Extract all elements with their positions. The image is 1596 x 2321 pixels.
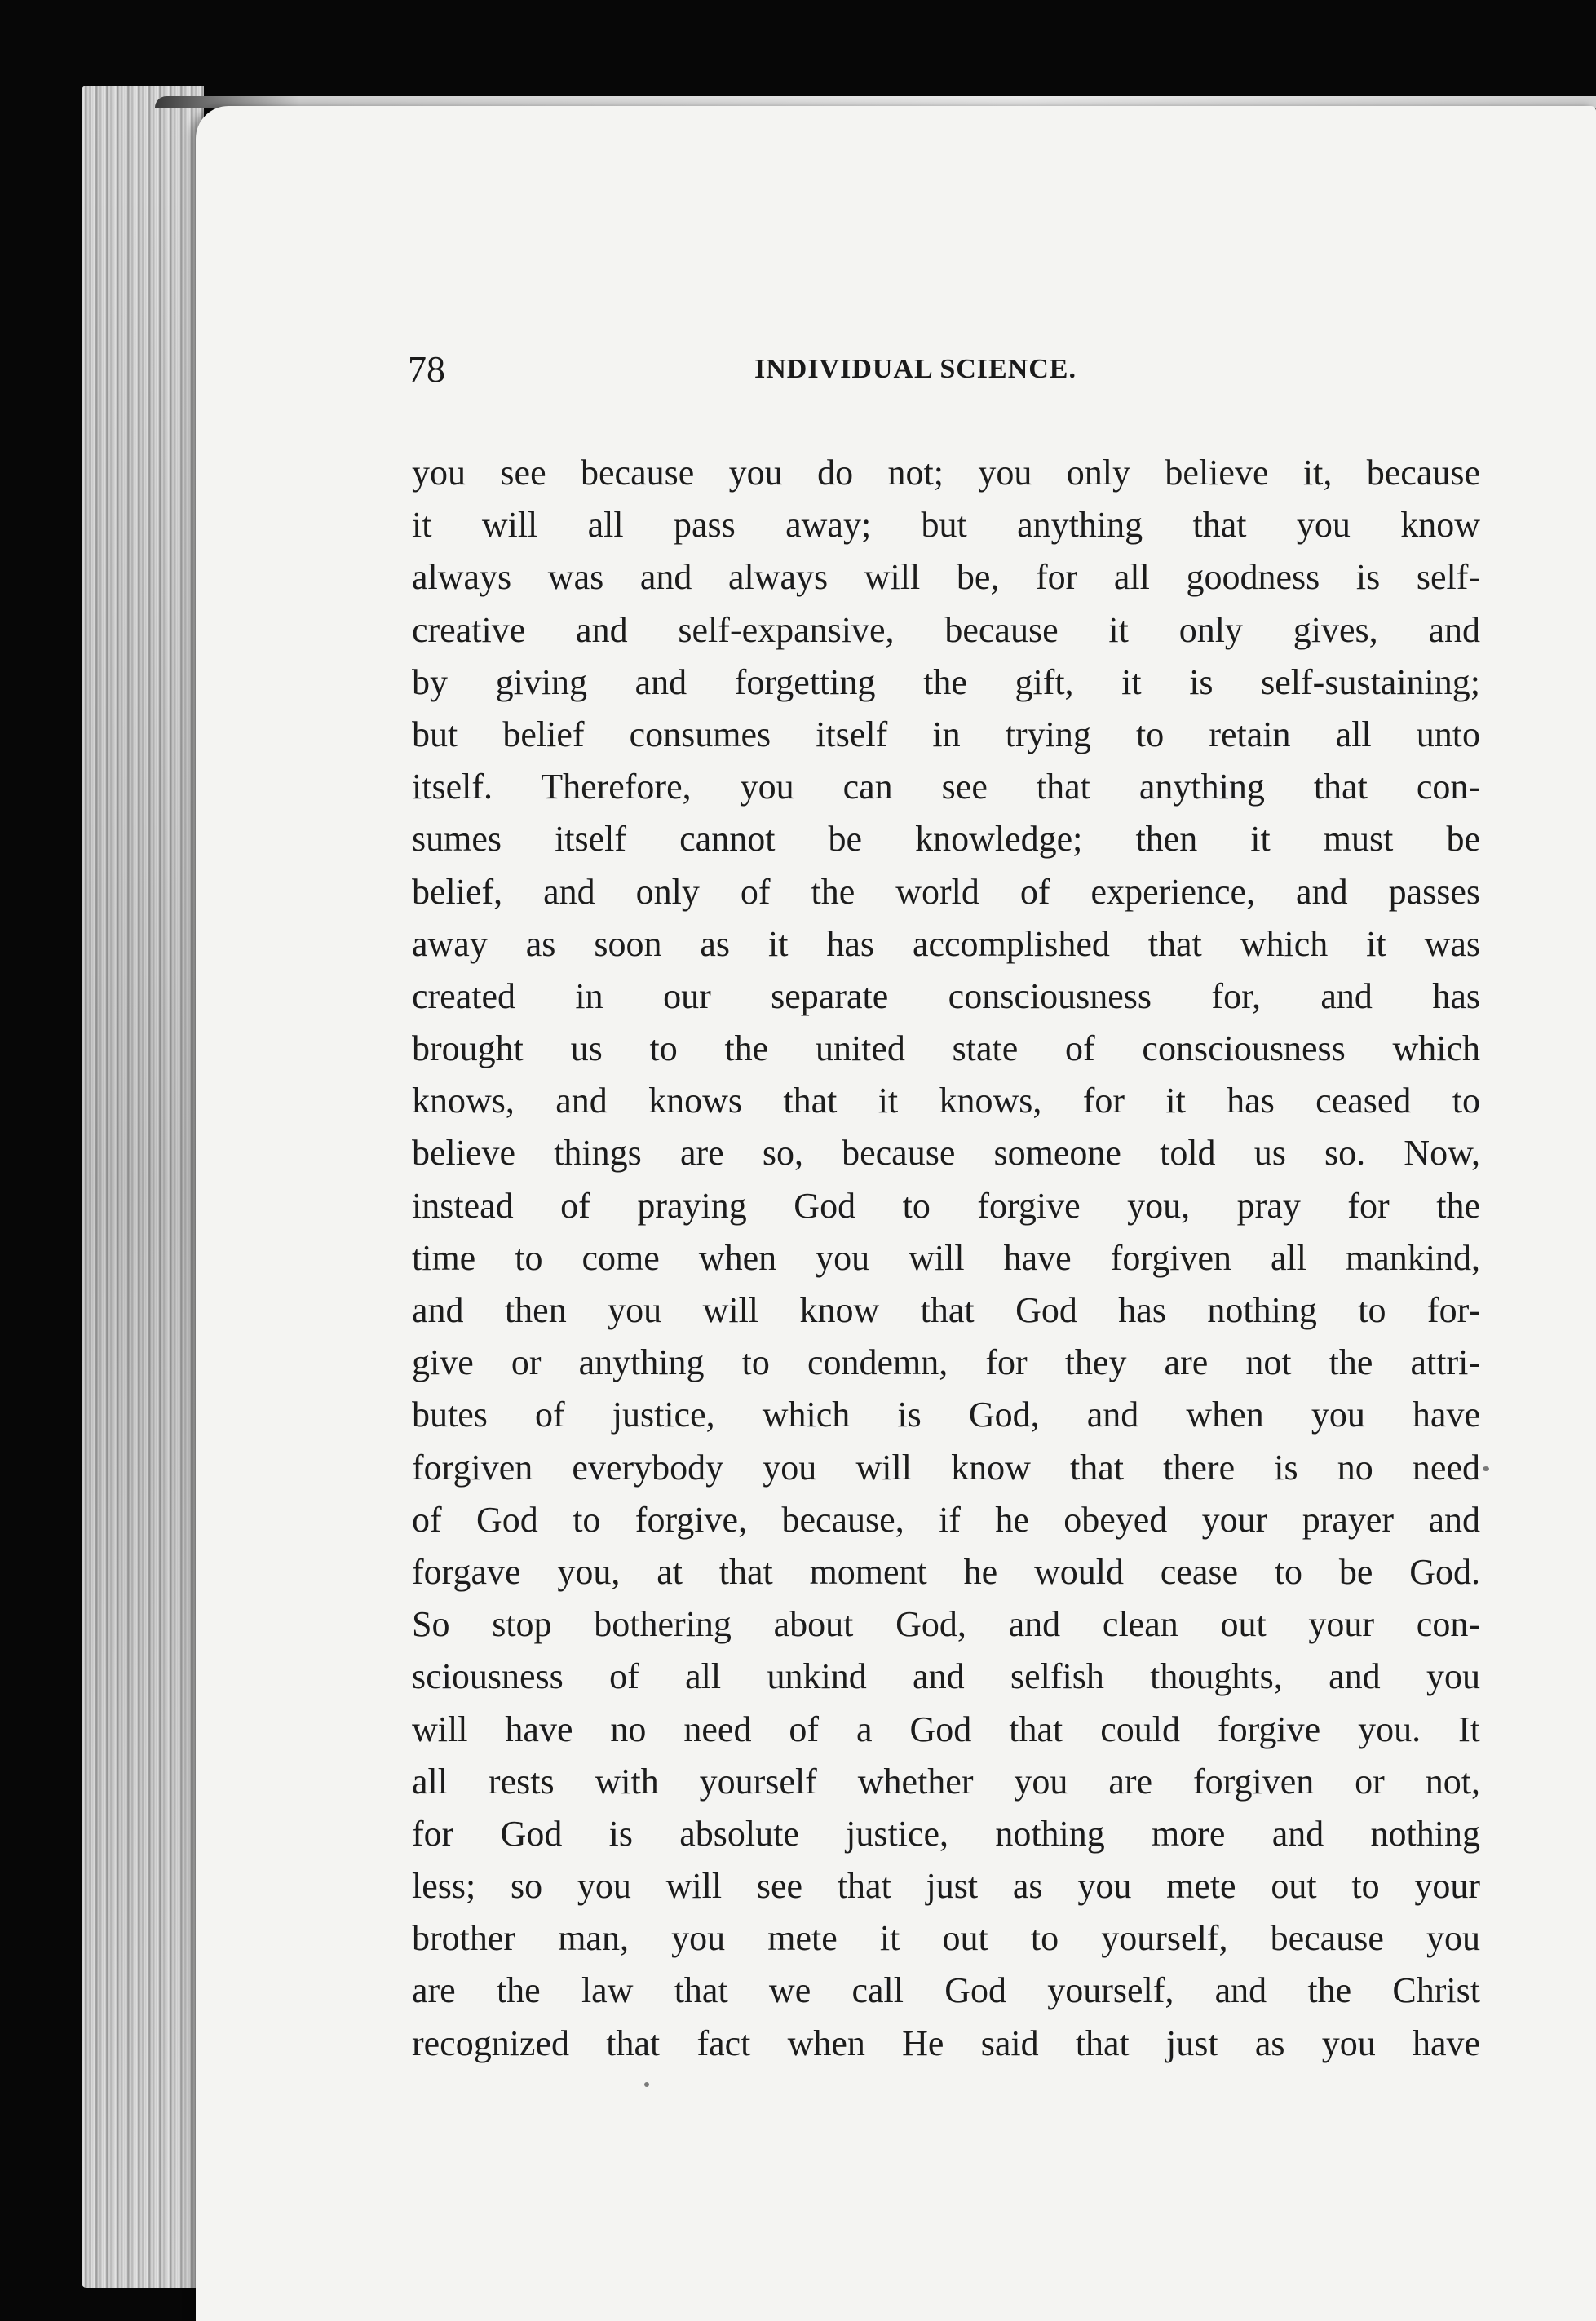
text-line: and then you will know that God has nothing to for- xyxy=(412,1290,1480,1330)
text-line: believe things are so, because someone told us so. Now, xyxy=(412,1133,1480,1174)
text-line: itself. Therefore, you can see that anything that con- xyxy=(412,767,1480,807)
text-line: creative and self-expansive, because it only gives, and xyxy=(412,609,1480,650)
text-line: So stop bothering about God, and clean out your con- xyxy=(412,1604,1480,1645)
page-edges-shadow xyxy=(82,86,204,2288)
page-number: 78 xyxy=(408,348,445,390)
running-head-title: INDIVIDUAL SCIENCE. xyxy=(754,354,1077,384)
text-line: butes of justice, which is God, and when you have xyxy=(412,1395,1480,1435)
text-line: sumes itself cannot be knowledge; then it must be xyxy=(412,819,1480,860)
text-line: knows, and knows that it knows, for it has ceased to xyxy=(412,1081,1480,1121)
text-line: forgave you, at that moment he would cease to be God. xyxy=(412,1551,1480,1592)
text-line: it will all pass away; but anything that you know xyxy=(412,505,1480,546)
text-line: all rests with yourself whether you are forgiven or not, xyxy=(412,1761,1480,1802)
text-line: of God to forgive, because, if he obeyed your prayer and xyxy=(412,1499,1480,1540)
text-line: for God is absolute justice, nothing more and nothing xyxy=(412,1813,1480,1854)
text-line: by giving and forgetting the gift, it is self-sustaining; xyxy=(412,661,1480,702)
text-line: brought us to the united state of consciousness which xyxy=(412,1028,1480,1069)
body-text xyxy=(412,447,1480,2070)
scan-speck xyxy=(1483,1466,1489,1471)
text-line: will have no need of a God that could forgive you. It xyxy=(412,1709,1480,1749)
text-line: recognized that fact when He said that just as you have xyxy=(412,2023,1480,2063)
text-line: less; so you will see that just as you mete out to your xyxy=(412,1866,1480,1907)
text-line: forgiven everybody you will know that there is no need xyxy=(412,1447,1480,1488)
text-line: brother man, you mete it out to yourself, because you xyxy=(412,1918,1480,1959)
text-line: away as soon as it has accomplished that which it was xyxy=(412,923,1480,964)
text-line: always was and always will be, for all goodness is self- xyxy=(412,557,1480,598)
scan-speck xyxy=(644,2082,649,2087)
text-line: are the law that we call God yourself, and the Christ xyxy=(412,1970,1480,2011)
text-line: belief, and only of the world of experience, and passes xyxy=(412,871,1480,912)
text-line: instead of praying God to forgive you, pray for the xyxy=(412,1185,1480,1226)
text-line: sciousness of all unkind and selfish thoughts, and you xyxy=(412,1656,1480,1697)
text-line: time to come when you will have forgiven all mankind, xyxy=(412,1237,1480,1278)
text-line: but belief consumes itself in trying to retain all unto xyxy=(412,714,1480,754)
text-line: give or anything to condemn, for they are not the attri- xyxy=(412,1342,1480,1383)
running-head xyxy=(408,341,1517,398)
text-line: created in our separate consciousness for, and has xyxy=(412,975,1480,1016)
text-line: you see because you do not; you only believe it, because xyxy=(412,453,1480,493)
